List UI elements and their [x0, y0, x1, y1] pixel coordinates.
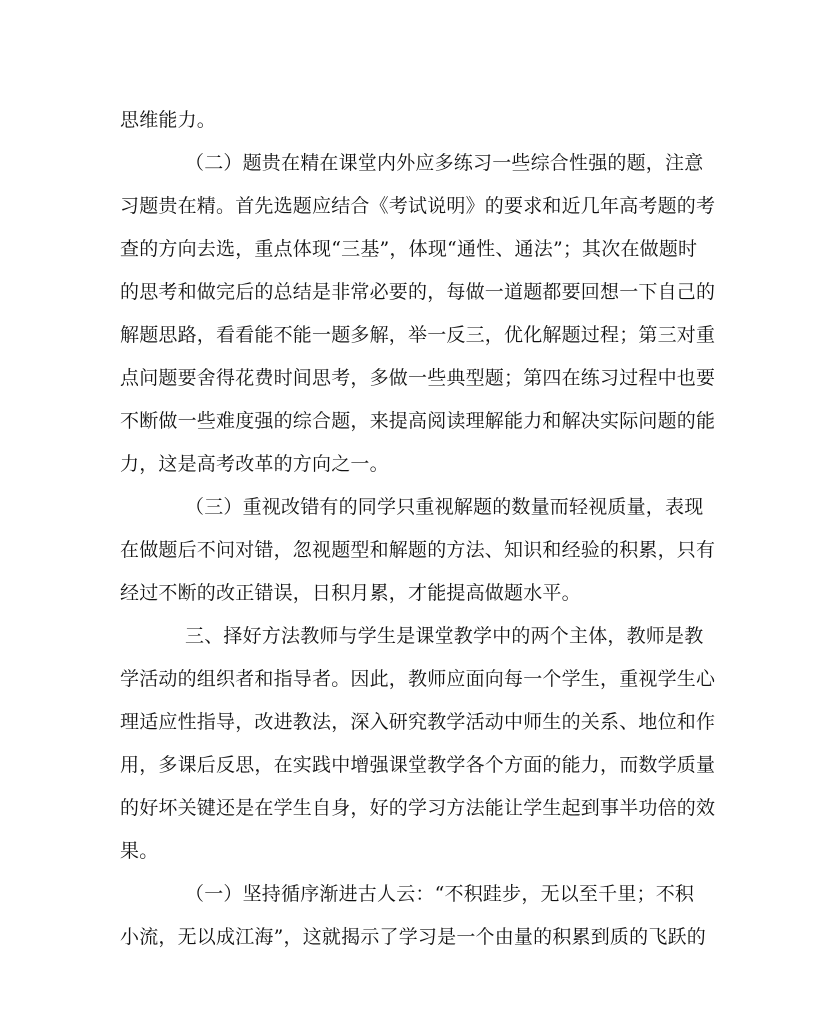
- paragraph-line: 习题贵在精。首先选题应结合《考试说明》的要求和近几年高考题的考: [120, 195, 716, 217]
- paragraph-line: 在做题后不问对错，忽视题型和解题的方法、知识和经验的积累，只有: [120, 539, 716, 561]
- paragraph-line: 查的方向去选，重点体现“三基”，体现“通性、通法”；其次在做题时: [120, 238, 698, 260]
- paragraph-line: 点问题要舍得花费时间思考，多做一些典型题；第四在练习过程中也要: [120, 367, 716, 389]
- paragraph-line: （二）题贵在精在课堂内外应多练习一些综合性强的题，注意: [185, 152, 704, 174]
- section-heading-line: 三、择好方法教师与学生是课堂教学中的两个主体，教师是教: [185, 625, 704, 647]
- paragraph-line: 理适应性指导，改进教法，深入研究教学活动中师生的关系、地位和作: [120, 711, 716, 733]
- paragraph-line: 力，这是高考改革的方向之一。: [120, 453, 389, 475]
- paragraph-line: 果。: [120, 840, 159, 862]
- paragraph-line: 学活动的组织者和指导者。因此，教师应面向每一个学生，重视学生心: [120, 668, 716, 690]
- paragraph-line: 用，多课后反思，在实践中增强课堂教学各个方面的能力，而数学质量: [120, 754, 716, 776]
- paragraph-line: （一）坚持循序渐进古人云：“不积跬步，无以至千里；不积: [185, 883, 695, 905]
- paragraph-line: 小流，无以成江海”，这就揭示了学习是一个由量的积累到质的飞跃的: [120, 926, 706, 948]
- paragraph-line: 的好坏关键还是在学生自身，好的学习方法能让学生起到事半功倍的效: [120, 797, 716, 819]
- paragraph-line: 的思考和做完后的总结是非常必要的，每做一道题都要回想一下自己的: [120, 281, 716, 303]
- paragraph-line: 不断做一些难度强的综合题，来提高阅读理解能力和解决实际问题的能: [120, 410, 716, 432]
- paragraph-line: 思维能力。: [120, 109, 217, 131]
- paragraph-line: 经过不断的改正错误，日积月累，才能提高做题水平。: [120, 582, 581, 604]
- paragraph-line: （三）重视改错有的同学只重视解题的数量而轻视质量，表现: [185, 496, 704, 518]
- paragraph-line: 解题思路，看看能不能一题多解，举一反三，优化解题过程；第三对重: [120, 324, 716, 346]
